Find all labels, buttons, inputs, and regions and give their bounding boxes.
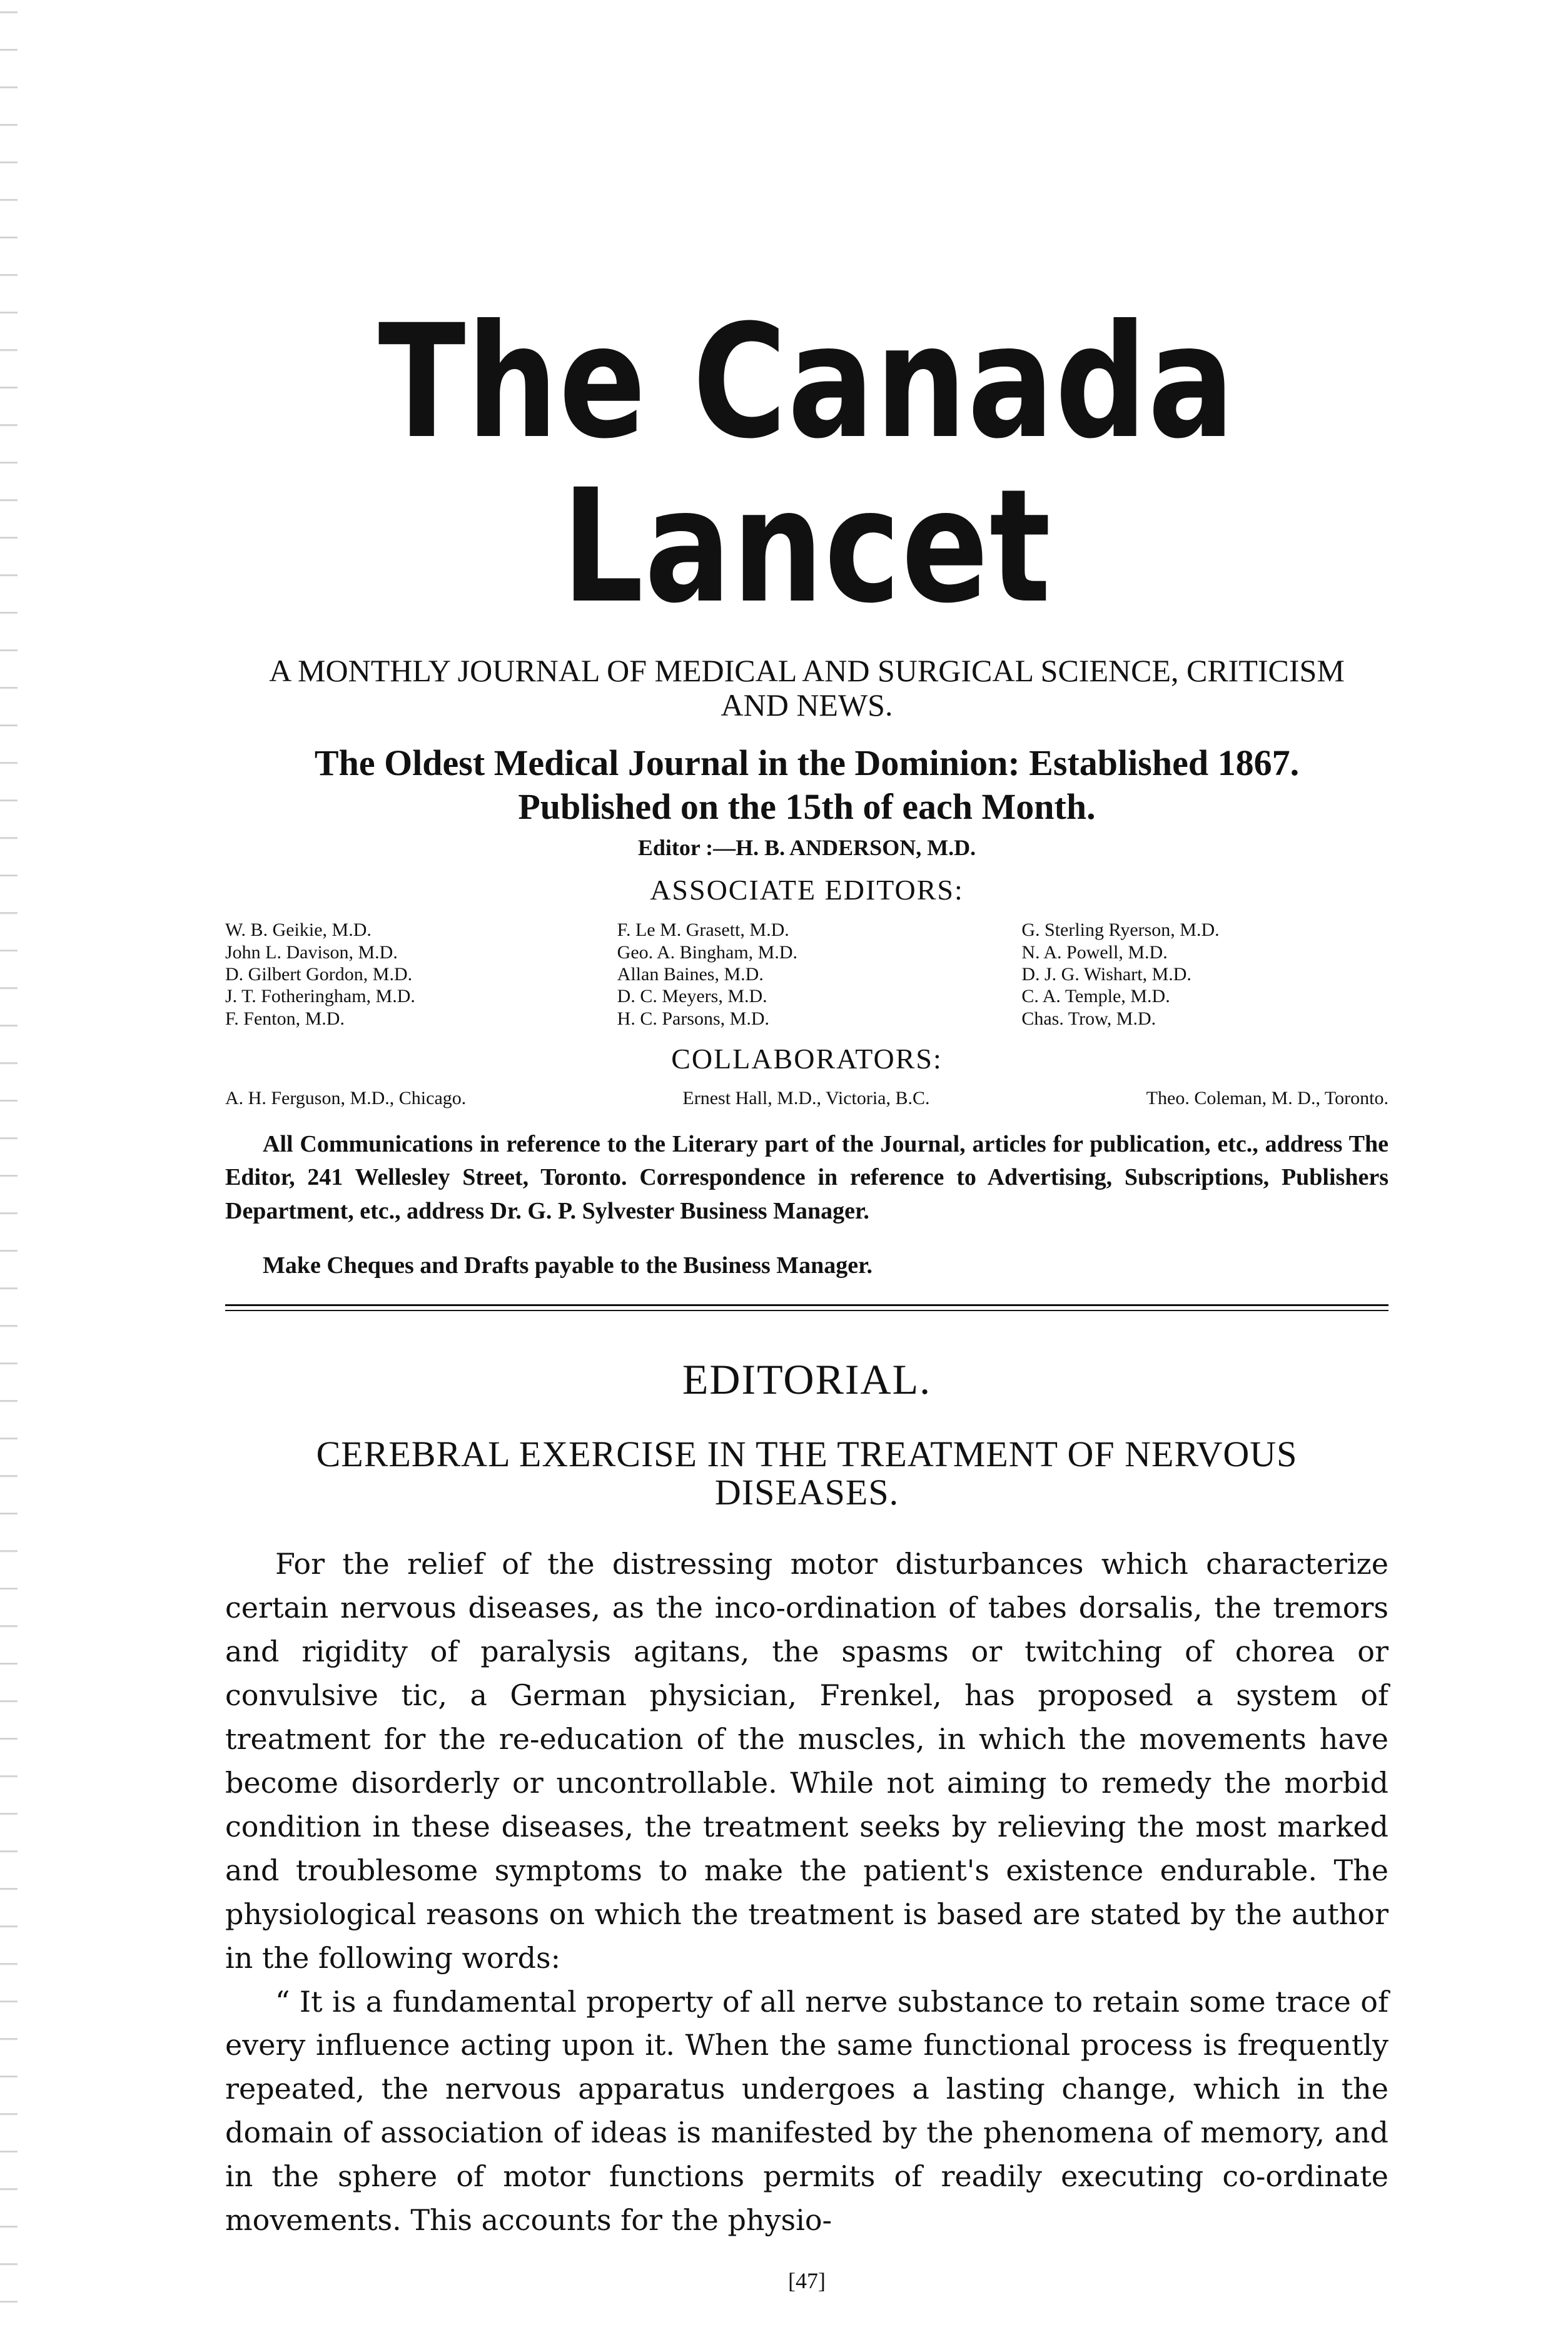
associate-editors-heading: ASSOCIATE EDITORS: [650,874,964,906]
subtitle [225,654,1388,722]
editor-name: N. A. Powell, M.D. [1021,941,1168,963]
published-line: Published on the 15th of each Month. [518,786,1096,827]
cheques-notice: Make Cheques and Drafts payable to the Business Manager. [263,1252,873,1279]
communications-notice: All Communications in reference to the Literary part of the Journal, articles for publication, etc., address The Editor, 241 Wellesley Street, Toronto. Correspondence in reference to Advertising, Subscriptions, Publishers Department, etc., address Dr. G. P. Sylvester Business Manager. [225,1131,1388,1224]
editor-name: W. B. Geikie, M.D. [225,920,372,941]
collaborators-heading: COLLABORATORS: [671,1043,943,1075]
editor-name: John L. Davison, M.D. [225,941,398,963]
collaborator-name: Ernest Hall, M.D., Victoria, B.C. [682,1088,930,1109]
editorial-heading: EDITORIAL. [682,1355,932,1403]
editors-column-2 [592,919,984,1030]
collaborators-list [225,1088,1388,1109]
editors-column-1 [225,919,592,1030]
editor-name: D. C. Meyers, M.D. [617,986,767,1007]
body-paragraph: “ It is a fundamental property of all nerve substance to retain some trace of every influence acting upon it. When the same functional process is frequently repeated, the nervous apparatus undergoes a lasting change, which in the domain of association of ideas is manifested by the phenomena of memory, and in the sphere of motor functions permits of readily executing co-ordinate movements. This accounts for the physio- [225,1984,1388,2238]
editor-name: Allan Baines, M.D. [617,963,764,985]
collaborator-name: Theo. Coleman, M. D., Toronto. [1146,1088,1388,1109]
editor-name: F. Fenton, M.D. [225,1008,345,1029]
editor-name: F. Le M. Grasett, M.D. [617,920,789,941]
editors-column-3 [984,919,1388,1030]
journal-page [225,291,1388,2294]
page-number: [47] [788,2268,826,2293]
masthead-title: The Canada Lancet [378,291,1236,637]
editor-line: Editor :—H. B. ANDERSON, M.D. [637,835,976,861]
editor-name: Chas. Trow, M.D. [1021,1008,1156,1029]
editor-name: D. Gilbert Gordon, M.D. [225,963,413,985]
article-title [225,1433,1388,1513]
oldest-line: The Oldest Medical Journal in the Dominion: Established 1867. [314,743,1300,783]
scan-edge [0,0,18,2337]
article-title-line-1: CEREBRAL EXERCISE IN THE TREATMENT OF NERVOUS [316,1433,1298,1474]
collaborator-name: A. H. Ferguson, M.D., Chicago. [225,1088,467,1109]
editor-name: Geo. A. Bingham, M.D. [617,941,797,963]
article-title-line-2: DISEASES. [714,1471,899,1513]
double-rule-divider [225,1304,1388,1311]
body-paragraph: For the relief of the distressing motor disturbances which characterize certain nervous diseases, as the inco-ordination of tabes dorsalis, the tremors and rigidity of paralysis agitans, the spasms or twitching of chorea or convulsive tic, a German physician, Frenkel, has proposed a system of treatment for the re-education of the muscles, in which the movements have become disorderly or uncontrollable. While not aiming to remedy the morbid condition in these diseases, the treatment seeks by relieving the most marked and troublesome symptoms to make the patient's existence endurable. The physiological reasons on which the treatment is based are stated by the author in the following words: [225,1547,1388,1975]
associate-editors-list [225,919,1388,1030]
editor-name: C. A. Temple, M.D. [1021,986,1170,1007]
editor-name: D. J. G. Wishart, M.D. [1021,963,1191,985]
subtitle-line-2: AND NEWS. [721,687,893,722]
editor-name: J. T. Fotheringham, M.D. [225,986,415,1007]
established-block [225,741,1388,828]
editor-name: G. Sterling Ryerson, M.D. [1021,920,1220,941]
editor-name: H. C. Parsons, M.D. [617,1008,770,1029]
article-body [225,1543,1388,2243]
subtitle-line-1: A MONTHLY JOURNAL OF MEDICAL AND SURGICAL SCIENCE, CRITICISM [269,653,1345,688]
